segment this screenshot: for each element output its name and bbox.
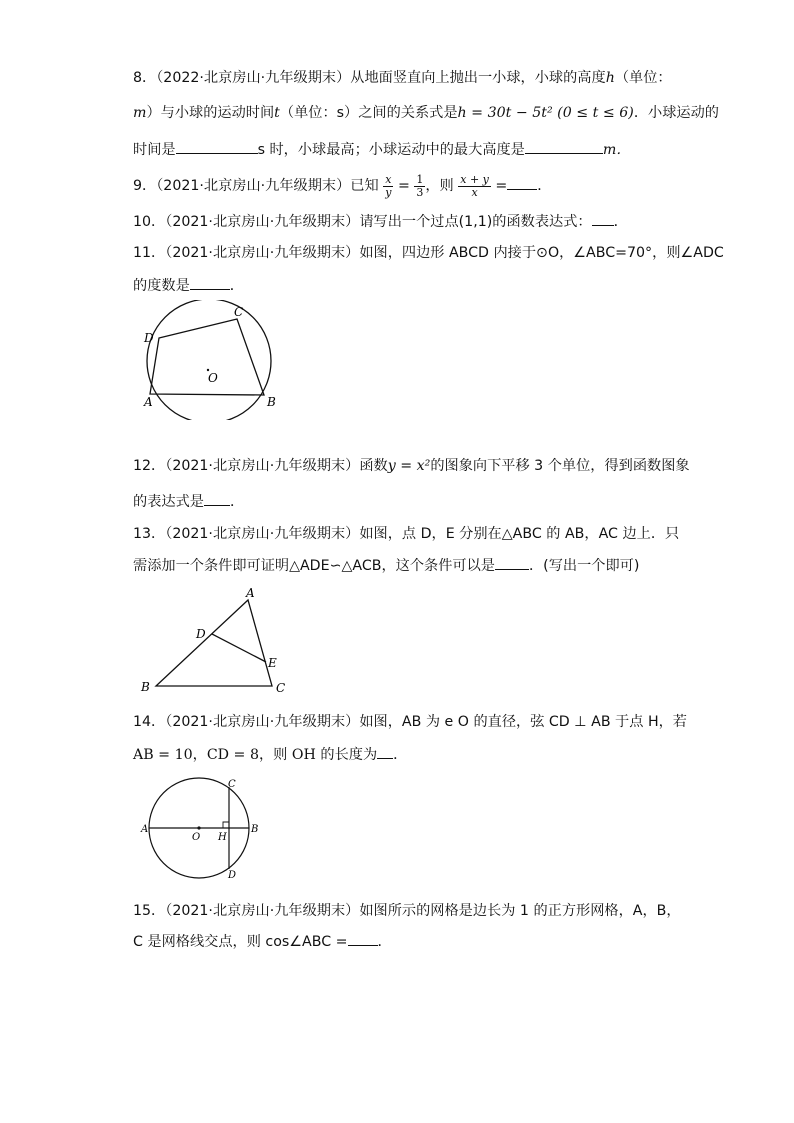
q11-figure <box>136 300 296 420</box>
q13-label-a: A <box>246 586 255 600</box>
q14-line-2 <box>133 744 407 765</box>
q9-frac-2: $\frac{1}{3}$ <box>416 172 424 199</box>
q8-text: 8．（2022·北京房山·九年级期末）从地面竖直向上抛出一小球，小球的高度 <box>133 70 606 86</box>
q13-label-d: D <box>196 627 206 641</box>
q11-quadrilateral <box>150 319 264 395</box>
q8-unit-label: （单位： <box>614 70 672 86</box>
q12-text-2b: ． <box>229 494 245 510</box>
q9-line <box>133 173 552 199</box>
q12-line-2 <box>133 491 244 512</box>
q11-label-d: D <box>144 331 154 345</box>
q13-blank[interactable] <box>495 555 529 570</box>
q14-blank[interactable] <box>377 744 393 759</box>
q8-text-3a: 时间是 <box>133 142 176 158</box>
q13-triangle-abc <box>156 600 272 686</box>
q15-line-1 <box>133 901 681 921</box>
q11-label-c: C <box>234 305 244 319</box>
q15-text: 15．（2021·北京房山·九年级期末）如图所示的网格是边长为 1 的正方形网格，A，B， <box>133 903 681 919</box>
q11-blank[interactable] <box>190 275 230 290</box>
q9-text-b: ，则 <box>425 178 454 194</box>
q10-line <box>133 211 628 232</box>
q14-label-c: C <box>228 779 236 790</box>
q14-label-a: A <box>141 824 149 835</box>
q13-line-2 <box>133 555 639 576</box>
q13-label-c: C <box>276 681 286 695</box>
q12-blank[interactable] <box>204 491 230 506</box>
q11-label-b: B <box>267 395 276 409</box>
q14-label-d: D <box>228 870 237 881</box>
q10-text: 10．（2021·北京房山·九年级期末）请写出一个过点(1,1)的函数表达式： <box>133 214 592 230</box>
q10-end: ． <box>613 214 628 230</box>
q14-text: 14．（2021·北京房山·九年级期末）如图，AB 为 e O 的直径，弦 CD ⊥ AB 于点 H，若 <box>133 714 687 730</box>
q14-figure <box>136 772 271 884</box>
q13-text: 13．（2021·北京房山·九年级期末）如图，点 D，E 分别在△ABC 的 AB，AC 边上．只 <box>133 526 680 542</box>
q15-text-2a: C 是网格线交点，则 cos∠ABC = <box>133 934 348 950</box>
q9-text-a: 9．（2021·北京房山·九年级期末）已知 <box>133 178 379 194</box>
q13-text-2a: 需添加一个条件即可证明△ADE∽△ACB，这个条件可以是 <box>133 558 495 574</box>
q13-text-2b: ．(写出一个即可) <box>528 558 640 574</box>
q11-label-o: O <box>208 371 218 385</box>
q12-text-1b: 的图象向下平移 3 个单位，得到函数图象 <box>430 458 690 474</box>
q8-text-3b: s 时，小球最高；小球运动中的最大高度是 <box>257 142 525 158</box>
q9-eq: = <box>397 178 410 194</box>
q12-formula: y = x² <box>387 458 431 474</box>
q8-var-m: m <box>133 105 147 121</box>
q8-line-1 <box>133 68 672 88</box>
q9-frac-3: $\frac{x + y}{x}$ <box>460 172 489 199</box>
q11-circle <box>147 300 271 420</box>
q11-text-2a: 的度数是 <box>133 278 190 294</box>
q9-blank[interactable] <box>507 175 537 190</box>
q11-line-1 <box>133 243 724 263</box>
q12-line-1 <box>133 456 690 476</box>
q9-frac-1: $\frac{x}{y}$ <box>385 172 392 199</box>
q14-right-angle-mark <box>223 822 229 828</box>
q8-blank-1[interactable] <box>176 139 258 154</box>
q14-center-point <box>197 826 200 829</box>
q14-text-2a: AB = 10，CD = 8，则 OH 的长度为 <box>133 747 378 763</box>
q11-line-2 <box>133 275 244 296</box>
q14-label-b: B <box>251 824 259 835</box>
q8-var-t: t <box>274 105 280 121</box>
q12-text-2a: 的表达式是 <box>133 494 204 510</box>
q8-line-2 <box>133 103 719 123</box>
q8-var-h: h <box>605 70 615 86</box>
q8-blank-2[interactable] <box>525 139 603 154</box>
q15-text-2b: ． <box>377 934 392 950</box>
q9-end: ． <box>537 178 552 194</box>
q8-text-2a: ）与小球的运动时间 <box>146 105 275 121</box>
q13-line-1 <box>133 524 679 544</box>
q15-line-2 <box>133 931 392 952</box>
q13-label-b: B <box>141 680 150 694</box>
q8-line-3 <box>133 139 631 160</box>
q8-text-2c: ．小球运动的 <box>633 105 719 121</box>
q11-text-2b: ． <box>229 278 244 294</box>
q8-text-3c: m． <box>602 142 631 158</box>
q10-blank[interactable] <box>592 211 614 226</box>
q8-text-2b: （单位：s）之间的关系式是 <box>279 105 458 121</box>
q13-label-e: E <box>268 656 277 670</box>
q14-line-1 <box>133 712 687 732</box>
q14-label-o: O <box>192 832 201 843</box>
q9-text-c: = <box>495 178 508 194</box>
q15-blank[interactable] <box>348 931 378 946</box>
q12-text-1a: 12．（2021·北京房山·九年级期末）函数 <box>133 458 388 474</box>
q13-segment-de <box>212 634 266 662</box>
q13-figure <box>136 586 296 698</box>
q14-label-h: H <box>218 832 227 843</box>
q11-text: 11．（2021·北京房山·九年级期末）如图，四边形 ABCD 内接于⊙O，∠ABC=70°，则∠ADC <box>133 245 724 261</box>
q11-label-a: A <box>144 395 153 409</box>
q14-text-2b: ． <box>393 747 408 763</box>
q8-formula: h = 30t − 5t² (0 ≤ t ≤ 6) <box>457 105 634 121</box>
